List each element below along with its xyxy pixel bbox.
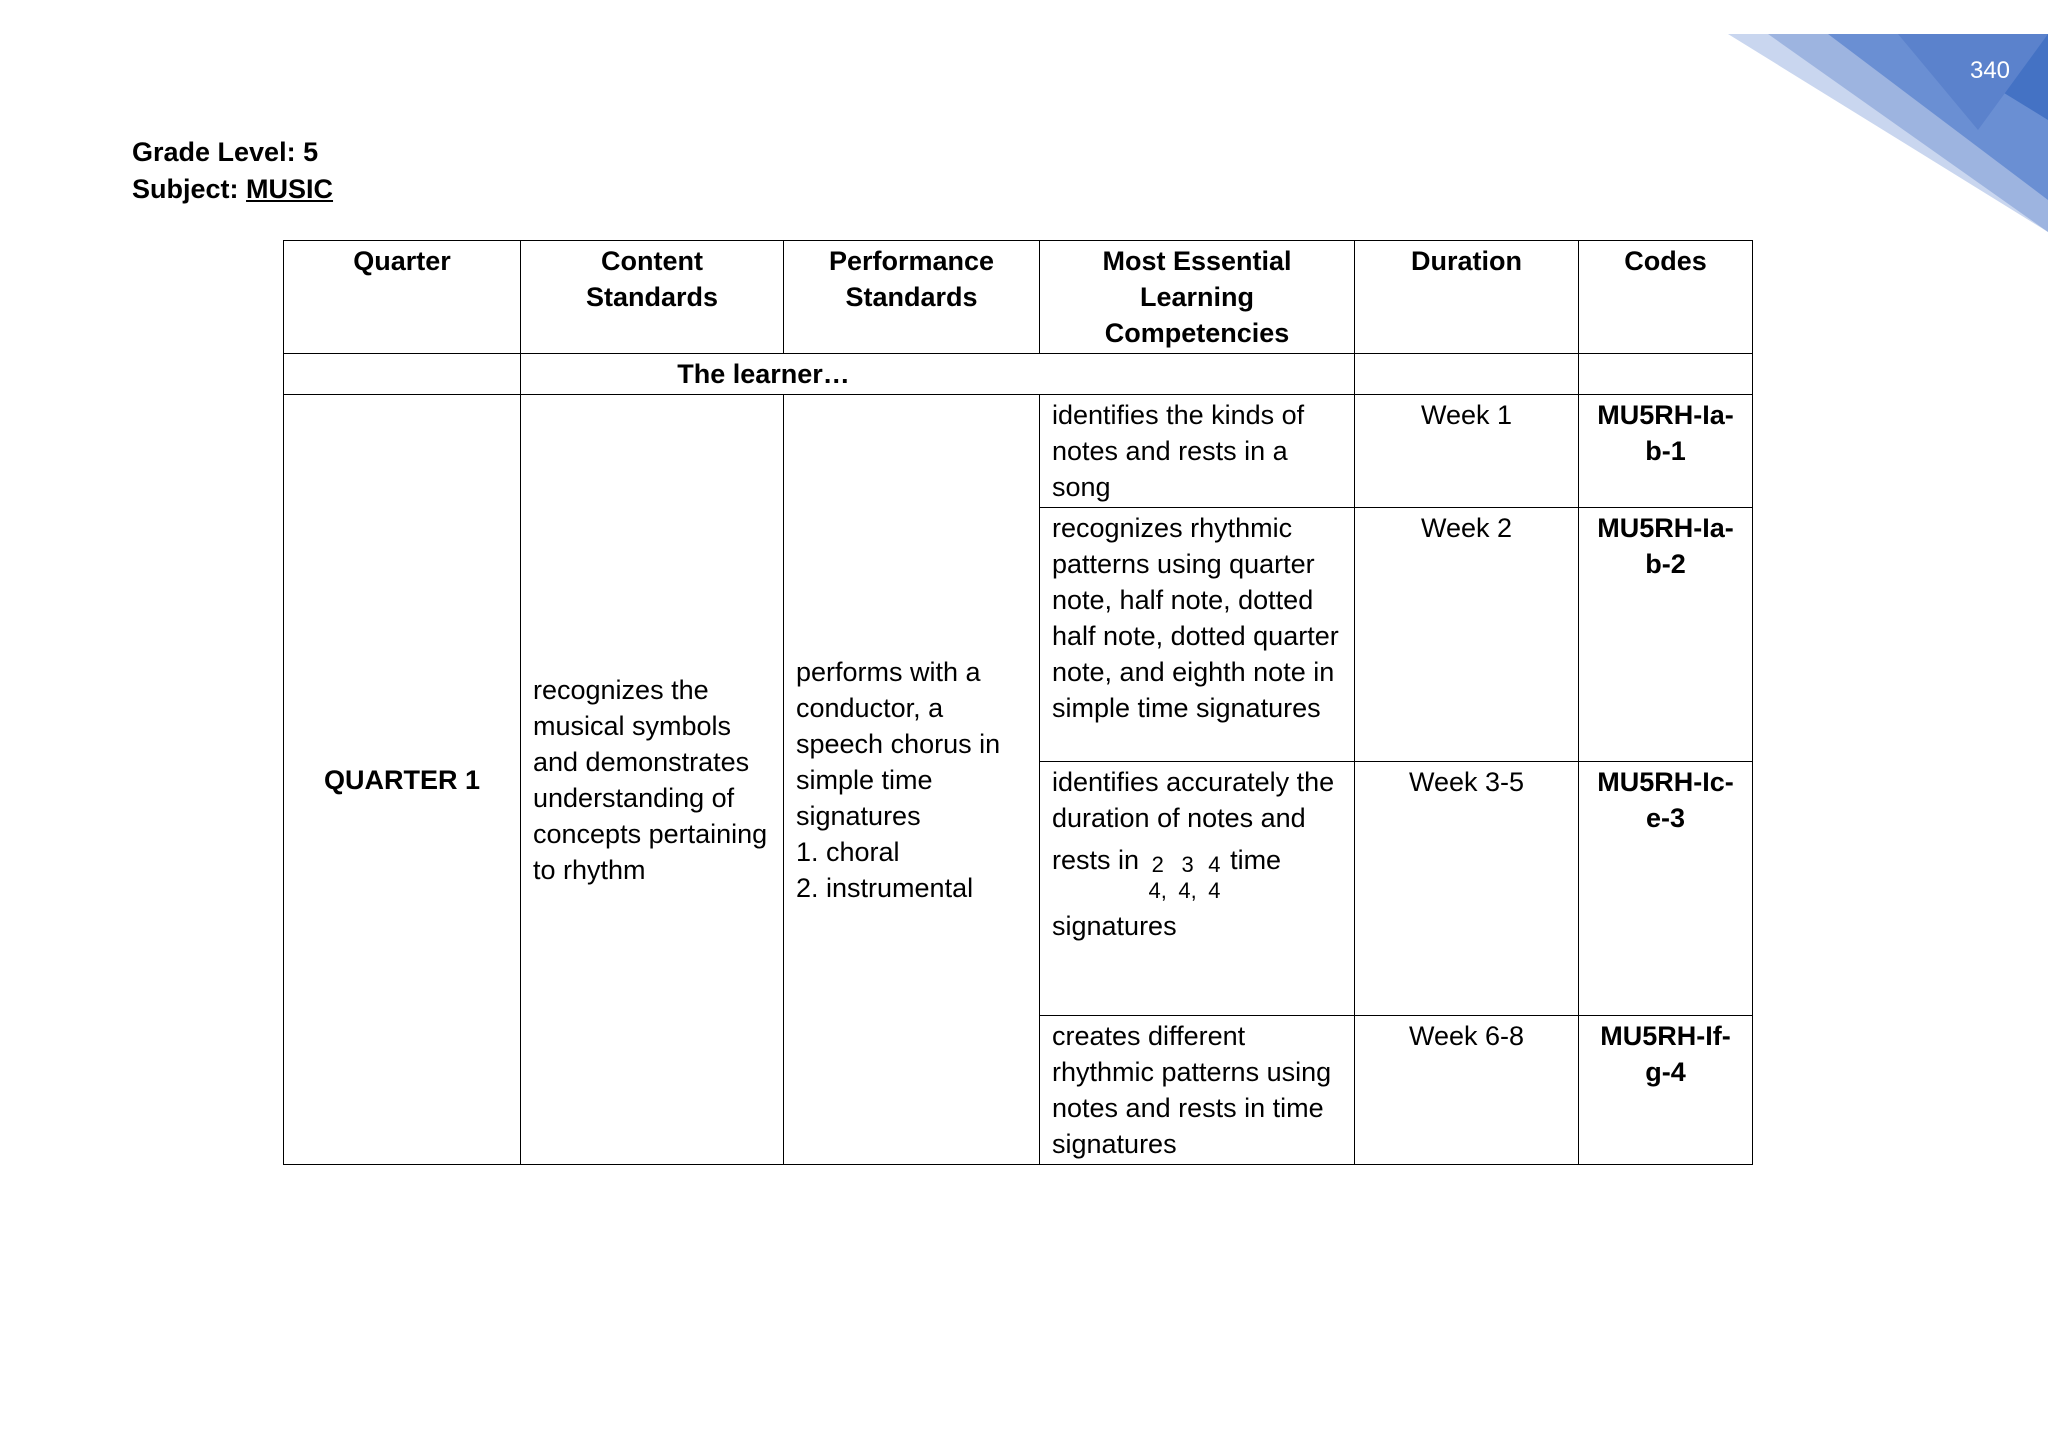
competency-table <box>283 240 1753 1165</box>
header-row <box>284 241 1753 354</box>
time-signature <box>1178 852 1196 904</box>
code-cell: MU5RH-Ia-b-1 <box>1579 395 1753 508</box>
time-signature-bottom: 4 <box>1208 878 1221 903</box>
subject-value: MUSIC <box>246 174 334 204</box>
quarter-cell: QUARTER 1 <box>284 395 521 1165</box>
content-standard-cell: recognizes the musical symbols and demonstrates understanding of concepts pertaining to rhythm <box>521 395 784 1165</box>
performance-standard-text: performs with a conductor, a speech chorus in simple time signatures <box>796 656 1001 831</box>
time-signature <box>1208 852 1220 904</box>
performance-standard-item: 1. choral <box>796 836 900 867</box>
grade-level-label: Grade Level: <box>132 137 296 167</box>
code-cell: MU5RH-Ia-b-2 <box>1579 508 1753 762</box>
code-cell: MU5RH-Ic-e-3 <box>1579 762 1753 1016</box>
competency-cell: creates different rhythmic patterns using notes and rests in time signatures <box>1040 1016 1355 1165</box>
col-header-performance-standards: Performance Standards <box>784 241 1040 354</box>
duration-cell: Week 6-8 <box>1355 1016 1579 1165</box>
competency-cell <box>1040 762 1355 1016</box>
subject-label: Subject: <box>132 174 239 204</box>
page-number: 340 <box>1969 57 2011 84</box>
learner-row <box>284 354 1753 395</box>
duration-cell: Week 2 <box>1355 508 1579 762</box>
time-signature-top: 2 <box>1151 852 1164 877</box>
competency-text: time <box>1230 845 1282 876</box>
duration-cell: Week 1 <box>1355 395 1579 508</box>
col-header-competencies: Most Essential Learning Competencies <box>1040 241 1355 354</box>
performance-standard-item: 2. instrumental <box>796 872 974 903</box>
grade-level-value: 5 <box>303 137 319 167</box>
subject-line <box>132 171 333 208</box>
duration-cell: Week 3-5 <box>1355 762 1579 1016</box>
learner-label: The learner… <box>521 354 1355 395</box>
performance-standard-cell <box>784 395 1040 1165</box>
competency-cell: recognizes rhythmic patterns using quarter note, half note, dotted half note, dotted quarter note, and eighth note in simple time signatures <box>1040 508 1355 762</box>
table-row <box>284 395 1753 508</box>
col-header-duration: Duration <box>1355 241 1579 354</box>
code-cell: MU5RH-If-g-4 <box>1579 1016 1753 1165</box>
document-header <box>132 134 333 208</box>
col-header-quarter: Quarter <box>284 241 521 354</box>
time-signature-bottom: 4, <box>1148 878 1167 903</box>
time-signature-top: 3 <box>1181 852 1194 877</box>
time-signature <box>1149 852 1167 904</box>
time-signature-top: 4 <box>1208 852 1221 877</box>
time-signature-bottom: 4, <box>1178 878 1197 903</box>
competency-cell: identifies the kinds of notes and rests in a song <box>1040 395 1355 508</box>
competency-text: identifies accurately the duration of notes and rests in <box>1052 767 1335 876</box>
competency-text: signatures <box>1052 911 1177 941</box>
col-header-content-standards: Content Standards <box>521 241 784 354</box>
grade-level-line <box>132 134 333 171</box>
col-header-codes: Codes <box>1579 241 1753 354</box>
corner-decoration <box>1728 0 2048 240</box>
